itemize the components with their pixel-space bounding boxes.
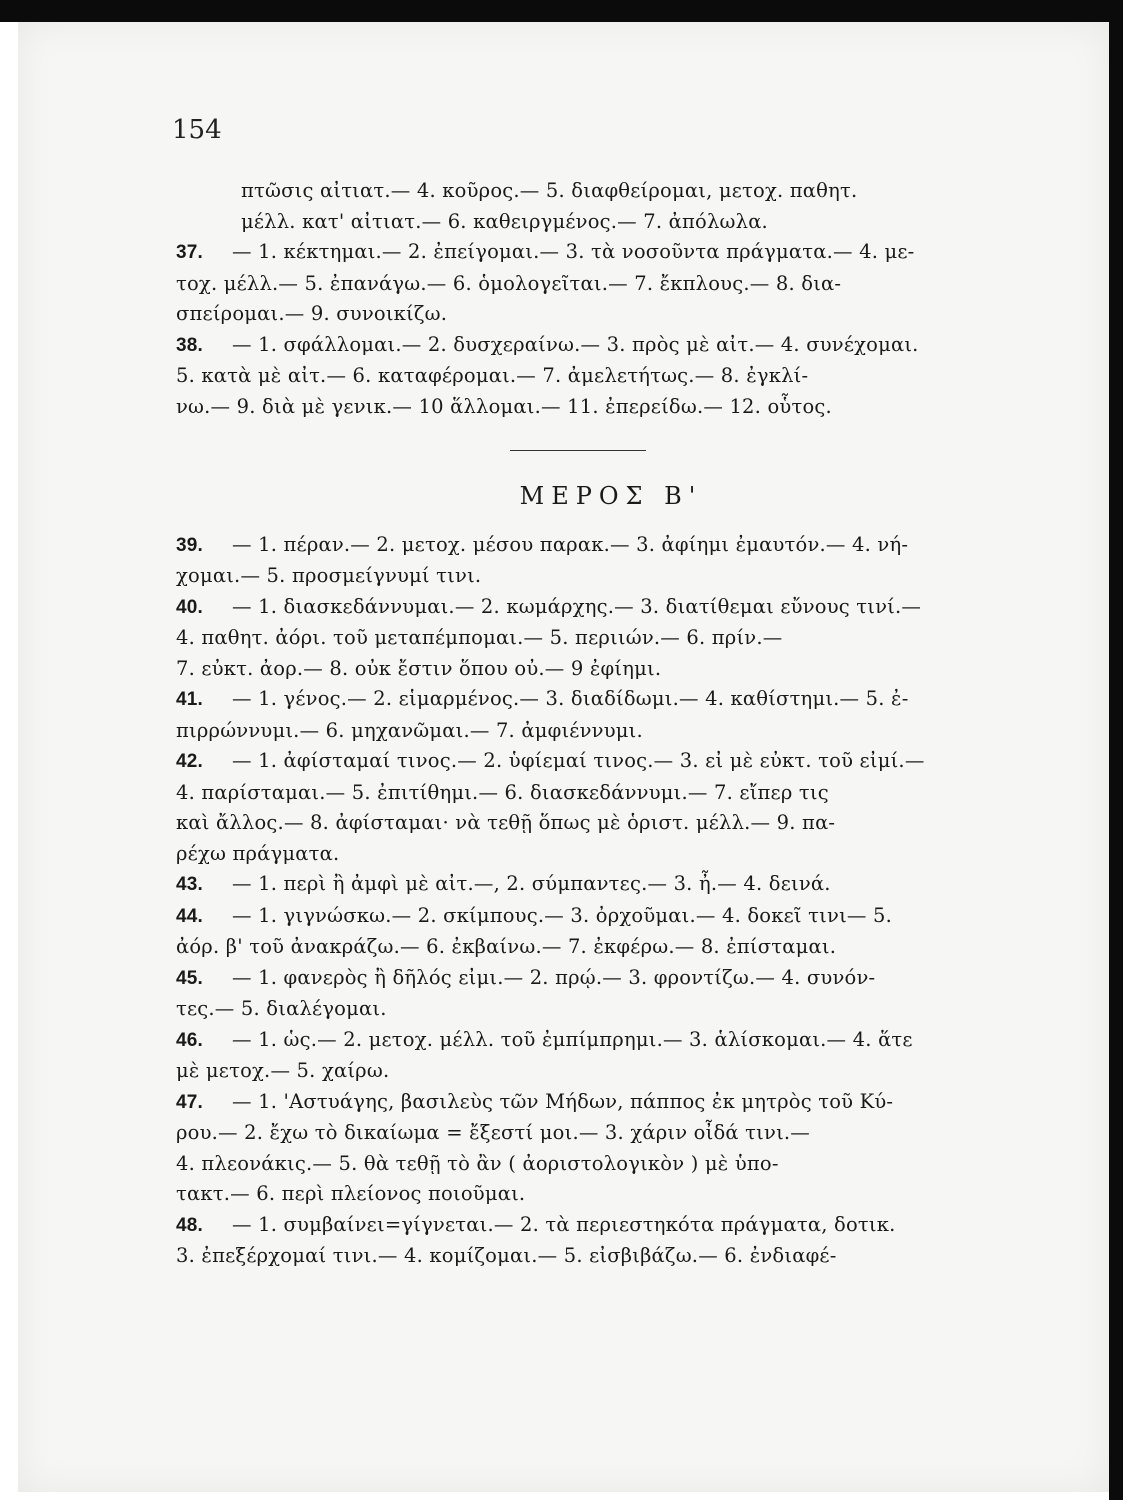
section-divider	[510, 450, 646, 451]
entry-42	[176, 746, 1006, 869]
entry-line: τοχ. μέλλ.— 5. ἐπανάγω.— 6. ὁμολογεῖται.— 7. ἔκπλους.— 8. δια-	[176, 271, 842, 295]
entry-37	[176, 237, 1006, 330]
entry-number: 47.	[176, 1091, 204, 1113]
entry-line: 4. πλεονάκις.— 5. θὰ τεθῇ τὸ ἂν ( ἀοριστολογικὸν ) μὲ ὑπο-	[176, 1151, 779, 1175]
entry-38	[176, 330, 1006, 423]
entry-number: 40.	[176, 596, 204, 618]
text-line: μέλλ. κατ' αἰτιατ.— 6. καθειργμένος.— 7. ἀπόλωλα.	[241, 209, 768, 233]
entry-line: — 1. ἀφίσταμαί τινος.— 2. ὑφίεμαί τινος.— 3. εἰ μὲ εὐκτ. τοῦ εἰμί.—	[232, 749, 925, 772]
entry-line: — 1. πέραν.— 2. μετοχ. μέσου παρακ.— 3. ἀφίημι ἐμαυτόν.— 4. νή-	[232, 532, 909, 556]
entry-40	[176, 592, 1006, 685]
entry-line: σπείρομαι.— 9. συνοικίζω.	[176, 302, 448, 325]
entry-line: — 1. συμβαίνει=γίγνεται.— 2. τὰ περιεστηκότα πράγματα, δοτικ.	[232, 1212, 896, 1236]
entry-line: — 1. ὡς.— 2. μετοχ. μέλλ. τοῦ ἐμπίμπρημι.— 3. ἁλίσκομαι.— 4. ἅτε	[232, 1027, 913, 1051]
scan-border-right	[1109, 0, 1123, 1500]
entry-39	[176, 530, 1006, 592]
entry-43	[176, 869, 1006, 901]
entry-48	[176, 1210, 1006, 1272]
entry-line: χομαι.— 5. προσμείγνυμί τινι.	[176, 564, 482, 587]
entry-line: 4. παρίσταμαι.— 5. ἐπιτίθημι.— 6. διασκεδάννυμι.— 7. εἴπερ τις	[176, 780, 829, 804]
entry-number: 37.	[176, 242, 204, 263]
entry-line: — 1. φανερὸς ἢ δῆλός εἰμι.— 2. πρῴ.— 3. φροντίζω.— 4. συνόν-	[232, 965, 876, 989]
text-line: πτῶσις αἰτιατ.— 4. κοῦρος.— 5. διαφθείρομαι, μετοχ. παθητ.	[241, 179, 858, 202]
page-body	[176, 176, 1006, 1272]
entry-line: — 1. κέκτημαι.— 2. ἐπείγομαι.— 3. τὰ νοσοῦντα πράγματα.— 4. με-	[232, 240, 915, 263]
entry-number: 38.	[176, 334, 204, 356]
entry-line: ρου.— 2. ἔχω τὸ δικαίωμα = ἔξεστί μοι.— 3. χάριν οἶδά τινι.—	[176, 1121, 811, 1144]
scan-border-top	[0, 0, 1123, 22]
entry-41	[176, 684, 1006, 746]
entry-line: — 1. διασκεδάννυμαι.— 2. κωμάρχης.— 3. διατίθεμαι εὔνους τινί.—	[232, 594, 922, 618]
entry-number: 41.	[176, 689, 204, 710]
entry-line: — 1. 'Αστυάγης, βασιλεὺς τῶν Μήδων, πάππος ἐκ μητρὸς τοῦ Κύ-	[232, 1089, 894, 1113]
entry-47	[176, 1087, 1006, 1210]
entry-line: καὶ ἄλλος.— 8. ἀφίσταμαι· νὰ τεθῇ ὅπως μὲ ὁριστ. μέλλ.— 9. πα-	[176, 811, 836, 834]
entry-line: 3. ἐπεξέρχομαί τινι.— 4. κομίζομαι.— 5. εἰσβιβάζω.— 6. ἐνδιαφέ-	[176, 1244, 837, 1267]
entry-line: 7. εὐκτ. ἀορ.— 8. οὐκ ἔστιν ὅπου οὐ.— 9 ἐφίημι.	[176, 656, 662, 680]
entry-line: ρέχω πράγματα.	[176, 841, 340, 865]
entry-45	[176, 963, 1006, 1025]
entry-line: 4. παθητ. ἀόρι. τοῦ μεταπέμπομαι.— 5. περιιών.— 6. πρίν.—	[176, 626, 783, 649]
entry-number: 44.	[176, 905, 204, 927]
section-heading: ΜΕΡΟΣ Β'	[519, 482, 703, 510]
entry-line: τες.— 5. διαλέγομαι.	[176, 997, 387, 1020]
entry-number: 46.	[176, 1029, 204, 1051]
entry-number: 42.	[176, 751, 204, 772]
entry-line: ἀόρ. β' τοῦ ἀνακράζω.— 6. ἐκβαίνω.— 7. ἐκφέρω.— 8. ἐπίσταμαι.	[176, 935, 837, 958]
entry-line: τακτ.— 6. περὶ πλείονος ποιοῦμαι.	[176, 1182, 526, 1205]
entry-line: νω.— 9. διὰ μὲ γενικ.— 10 ἅλλομαι.— 11. ἐπερείδω.— 12. οὗτος.	[176, 394, 832, 418]
entry-46	[176, 1025, 1006, 1087]
continuation-block	[176, 176, 1006, 237]
page-number: 154	[172, 115, 222, 145]
entry-number: 39.	[176, 534, 204, 556]
entry-line: — 1. γιγνώσκω.— 2. σκίμπους.— 3. ὀρχοῦμαι.— 4. δοκεῖ τινι— 5.	[232, 903, 893, 927]
entry-44	[176, 901, 1006, 963]
entry-number: 43.	[176, 874, 204, 895]
entry-line: πιρρώννυμι.— 6. μηχανῶμαι.— 7. ἀμφιέννυμι.	[176, 718, 643, 742]
entry-line: 5. κατὰ μὲ αἰτ.— 6. καταφέρομαι.— 7. ἀμελετήτως.— 8. ἐγκλί-	[176, 364, 809, 387]
entry-line: — 1. σφάλλομαι.— 2. δυσχεραίνω.— 3. πρὸς μὲ αἰτ.— 4. συνέχομαι.	[232, 332, 919, 356]
entry-number: 48.	[176, 1214, 204, 1236]
entry-number: 45.	[176, 967, 204, 989]
entry-line: — 1. γένος.— 2. εἱμαρμένος.— 3. διαδίδωμι.— 4. καθίστημι.— 5. ἐ-	[232, 687, 909, 710]
entry-line: — 1. περὶ ἢ ἀμφὶ μὲ αἰτ.—, 2. σύμπαντες.— 3. ἦ.— 4. δεινά.	[232, 872, 831, 895]
entry-line: μὲ μετοχ.— 5. χαίρω.	[176, 1059, 390, 1082]
